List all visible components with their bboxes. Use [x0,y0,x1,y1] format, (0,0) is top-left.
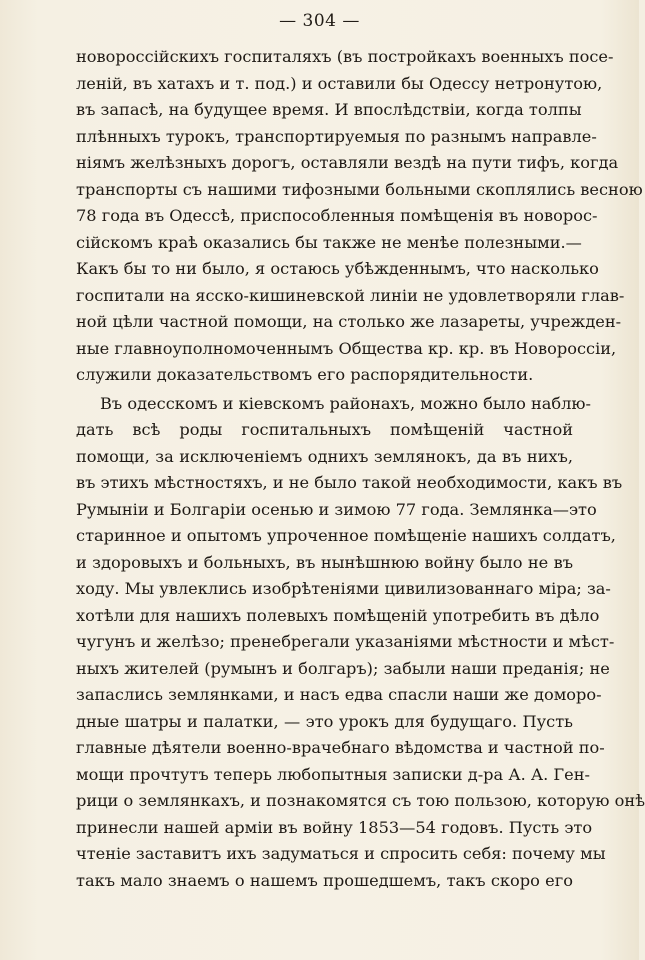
text-line: и здоровыхъ и больныхъ, въ нынѣшнюю войну было не въ [76,552,573,572]
text-line: чугунъ и желѣзо; пренебрегали указаніями мѣстности и мѣст- [76,632,615,651]
text-line: ніямъ желѣзныхъ дорогъ, оставляли вездѣ на пути тифъ, когда [76,153,619,172]
paragraph-2 [76,391,645,895]
text-line: госпитали на ясско-кишиневской линіи не удовлетворяли глав- [76,285,625,305]
text-line: старинное и опытомъ упроченное помѣщеніе нашихъ солдатъ, [76,526,616,545]
text-line: служили доказательствомъ его распорядительности. [76,365,534,384]
text-line: транспорты съ нашими тифозными больными скоплялись весною [76,179,643,199]
text-line: въ запасѣ, на будущее время. И впослѣдствіи, когда толпы [76,100,582,119]
text-line: Въ одесскомъ и кіевскомъ районахъ, можно было наблю- [100,393,591,413]
text-line: запаслись землянками, и насъ едва спасли наши же доморо- [76,685,602,704]
text-line: дать всѣ роды госпитальныхъ помѣщеній частной [76,420,573,439]
text-line: леній, въ хатахъ и т. под.) и оставили бы Одессу нетронутою, [76,73,603,93]
text-line: мощи прочтутъ теперь любопытныя записки д-ра А. А. Ген- [76,764,590,784]
text-line: новороссійскихъ госпиталяхъ (въ постройкахъ военныхъ посе- [76,47,614,66]
paragraph-1 [76,44,643,389]
text-line: ные главноуполномоченнымъ Общества кр. кр. въ Новороссіи, [76,338,617,358]
text-line: въ этихъ мѣстностяхъ, и не было такой необходимости, какъ въ [76,473,623,492]
text-line: сійскомъ краѣ оказались бы также не менѣе полезными.— [76,232,582,252]
text-line: Румыніи и Болгаріи осенью и зимою 77 года. Землянка—это [76,499,597,519]
text-line: помощи, за исключеніемъ однихъ землянокъ, да въ нихъ, [76,446,573,466]
text-line: плѣнныхъ турокъ, транспортируемыя по разнымъ направле- [76,126,597,146]
text-line: ныхъ жителей (румынъ и болгаръ); забыли наши преданія; не [76,658,610,678]
text-line: дные шатры и палатки, — это урокъ для будущаго. Пусть [76,711,573,731]
text-line: хотѣли для нашихъ полевыхъ помѣщеній употребить въ дѣло [76,605,600,625]
text-line: 78 года въ Одессѣ, приспособленныя помѣщенія въ новорос- [76,206,598,225]
page-number: — 304 — [279,11,360,31]
text-line: такъ мало знаемъ о нашемъ прошедшемъ, такъ скоро его [76,870,573,890]
text-line: чтеніе заставитъ ихъ задуматься и спросить себя: почему мы [76,844,606,863]
body-text [76,44,645,894]
text-line: принесли нашей арміи въ войну 1853—54 годовъ. Пусть это [76,817,593,837]
text-line: ходу. Мы увлеклись изобрѣтеніями цивилизованнаго міра; за- [76,579,611,598]
text-line: Какъ бы то ни было, я остаюсь убѣжденнымъ, что насколько [76,259,599,278]
text-line: ной цѣли частной помощи, на столько же лазареты, учрежден- [76,312,622,331]
text-line: рици о землянкахъ, и познакомятся съ тою пользою, которую онѣ [76,791,645,810]
text-line: главные дѣятели военно-врачебнаго вѣдомства и частной по- [76,738,605,757]
